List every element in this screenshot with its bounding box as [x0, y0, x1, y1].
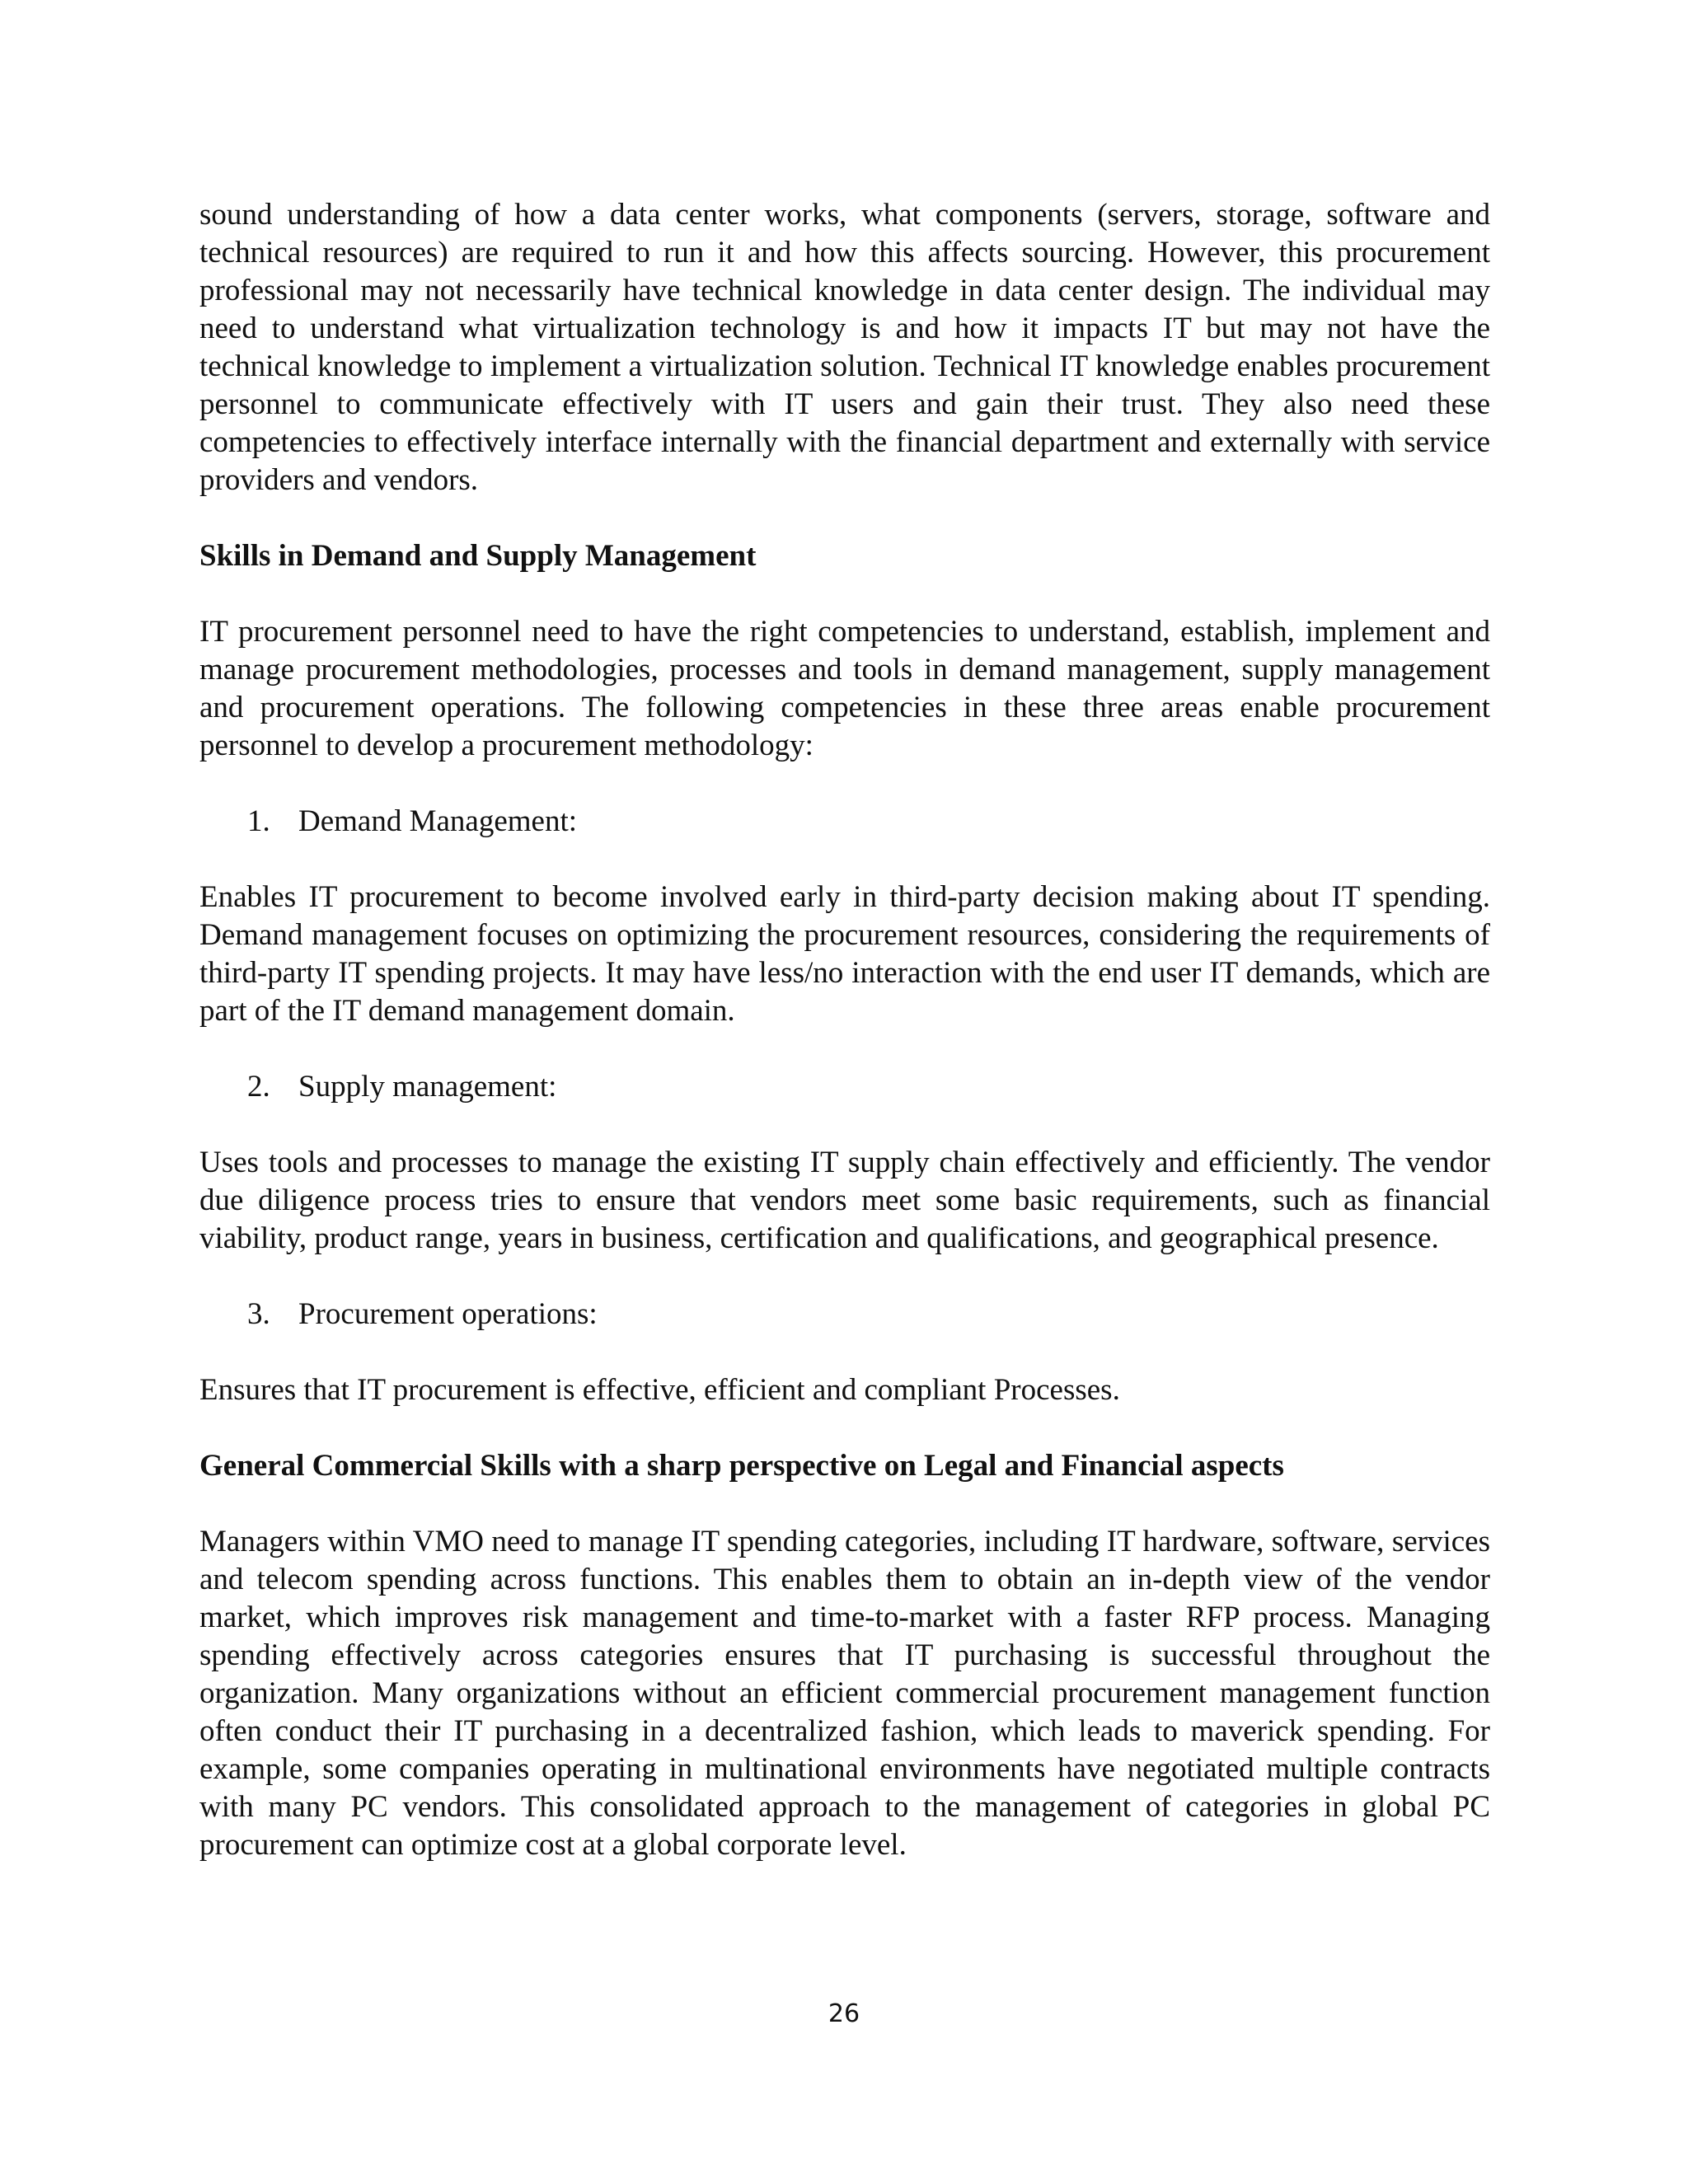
- page-body: [199, 196, 1490, 1902]
- heading-commercial-skills: General Commercial Skills with a sharp perspective on Legal and Financial aspects: [199, 1449, 1284, 1483]
- list-item-supply-management: [247, 1068, 1490, 1106]
- list-item-procurement-operations: [247, 1296, 1490, 1333]
- list-number: 2.: [247, 1070, 270, 1104]
- list-number: 1.: [247, 804, 270, 838]
- list-label: Demand Management:: [298, 804, 578, 838]
- demand-management-paragraph: Enables IT procurement to become involved early in third-party decision making about IT spending. Demand management focuses on optimizing the procurement resources, considering the requirements of third-party IT spending projects. It may have less/no interaction with the end user IT demands, which are part of the IT demand management domain.: [199, 880, 1490, 1028]
- procurement-operations-paragraph: Ensures that IT procurement is effective, efficient and compliant Processes.: [199, 1373, 1120, 1407]
- commercial-paragraph: Managers within VMO need to manage IT spending categories, including IT hardware, software, services and telecom spending across functions. This enables them to obtain an in-depth view of the vendor market, which improves risk management and time-to-market with a faster RFP process. Managing spending effectively across categories ensures that IT purchasing is successful throughout the organization. Many organizations without an efficient commercial procurement management function often conduct their IT purchasing in a decentralized fashion, which leads to maverick spending. For example, some companies operating in multinational environments have negotiated multiple contracts with many PC vendors. This consolidated approach to the management of categories in global PC procurement can optimize cost at a global corporate level.: [199, 1525, 1490, 1862]
- list-number: 3.: [247, 1297, 270, 1331]
- list-label: Supply management:: [298, 1070, 557, 1104]
- heading-demand-supply: Skills in Demand and Supply Management: [199, 539, 757, 573]
- supply-management-paragraph: Uses tools and processes to manage the existing IT supply chain effectively and efficiently. The vendor due diligence process tries to ensure that vendors meet some basic requirements, such as financial viability, product range, years in business, certification and qualifications, and geographical presence.: [199, 1146, 1490, 1255]
- page-number: 26: [828, 1999, 860, 2028]
- intro-paragraph: sound understanding of how a data center works, what components (servers, storage, software and technical resources) are required to run it and how this affects sourcing. However, this procurement professional may not necessarily have technical knowledge in data center design. The individual may need to understand what virtualization technology is and how it impacts IT but may not have the technical knowledge to implement a virtualization solution. Technical IT knowledge enables procurement personnel to communicate effectively with IT users and gain their trust. They also need these competencies to effectively interface internally with the financial department and externally with service providers and vendors.: [199, 198, 1490, 497]
- list-item-demand-management: [247, 803, 1490, 841]
- list-label: Procurement operations:: [298, 1297, 598, 1331]
- demand-supply-intro-paragraph: IT procurement personnel need to have the right competencies to understand, establish, implement and manage procurement methodologies, processes and tools in demand management, supply management and procurement operations. The following competencies in these three areas enable procurement personnel to develop a procurement methodology:: [199, 615, 1490, 762]
